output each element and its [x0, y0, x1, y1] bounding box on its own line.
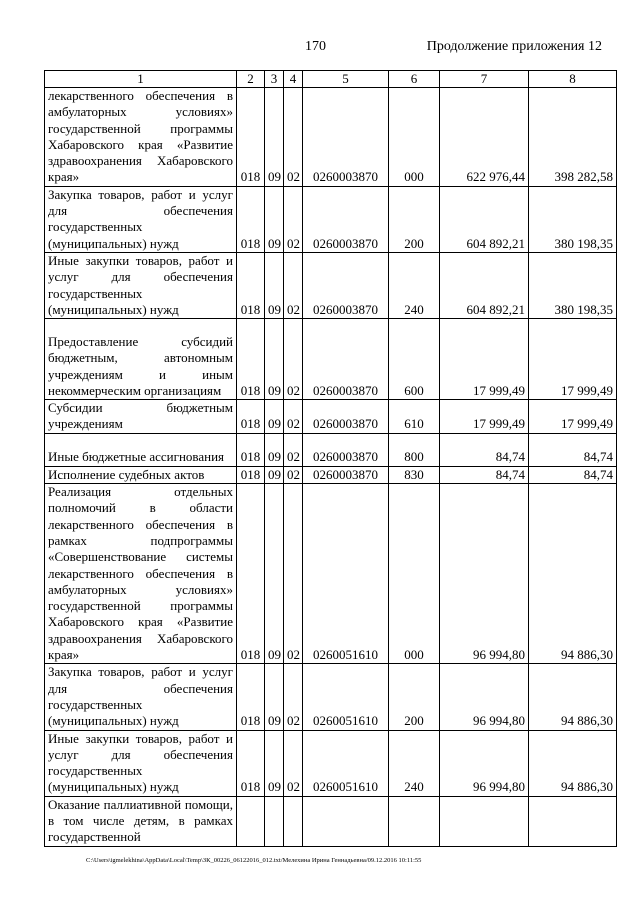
expense-type-code: 830	[389, 466, 440, 483]
executed-amount: 17 999,49	[529, 400, 617, 434]
expense-name: Предоставление субсидий бюджетным, автономным учреждениям и иным некоммерческим организациям	[45, 319, 237, 400]
ministry-code: 018	[237, 466, 265, 483]
target-article-code: 0260051610	[303, 484, 389, 664]
subsection-code: 02	[284, 664, 303, 730]
subsection-code	[284, 796, 303, 846]
expense-type-code: 800	[389, 433, 440, 466]
budget-table	[44, 70, 617, 847]
file-path-footer: C:\Users\igmelekhina\AppData\Local\Temp\ЗК_00226_06122016_012.txt/Мелехина Ирина Геннадьевна/09.12.2016 10:11:55	[86, 857, 422, 864]
executed-amount: 84,74	[529, 466, 617, 483]
target-article-code	[303, 796, 389, 846]
section-code: 09	[265, 730, 284, 796]
subsection-code: 02	[284, 484, 303, 664]
subsection-code: 02	[284, 186, 303, 252]
target-article-code: 0260003870	[303, 466, 389, 483]
executed-amount: 84,74	[529, 433, 617, 466]
planned-amount: 17 999,49	[440, 400, 529, 434]
executed-amount: 380 198,35	[529, 252, 617, 318]
ministry-code: 018	[237, 319, 265, 400]
table-row	[45, 466, 617, 483]
column-header: 1	[45, 71, 237, 88]
table-row	[45, 186, 617, 252]
target-article-code: 0260003870	[303, 252, 389, 318]
column-header: 4	[284, 71, 303, 88]
table-row	[45, 484, 617, 664]
ministry-code: 018	[237, 433, 265, 466]
expense-type-code: 600	[389, 319, 440, 400]
section-code: 09	[265, 484, 284, 664]
expense-name: Иные закупки товаров, работ и услуг для обеспечения государственных (муниципальных) нужд	[45, 730, 237, 796]
ministry-code: 018	[237, 484, 265, 664]
subsection-code: 02	[284, 466, 303, 483]
target-article-code: 0260003870	[303, 433, 389, 466]
expense-type-code: 200	[389, 664, 440, 730]
planned-amount: 604 892,21	[440, 252, 529, 318]
executed-amount: 398 282,58	[529, 88, 617, 187]
target-article-code: 0260003870	[303, 319, 389, 400]
table-row	[45, 400, 617, 434]
ministry-code: 018	[237, 88, 265, 187]
section-code: 09	[265, 433, 284, 466]
target-article-code: 0260051610	[303, 664, 389, 730]
target-article-code: 0260003870	[303, 186, 389, 252]
expense-name: лекарственного обеспечения в амбулаторных условиях» государственной программы Хабаровского края «Развитие здравоохранения Хабаровского края»	[45, 88, 237, 187]
executed-amount: 94 886,30	[529, 484, 617, 664]
column-header: 3	[265, 71, 284, 88]
planned-amount: 17 999,49	[440, 319, 529, 400]
expense-type-code	[389, 796, 440, 846]
column-number-row	[45, 71, 617, 88]
section-code: 09	[265, 664, 284, 730]
planned-amount: 604 892,21	[440, 186, 529, 252]
ministry-code	[237, 796, 265, 846]
planned-amount: 96 994,80	[440, 664, 529, 730]
section-code	[265, 796, 284, 846]
expense-name: Исполнение судебных актов	[45, 466, 237, 483]
executed-amount: 380 198,35	[529, 186, 617, 252]
ministry-code: 018	[237, 186, 265, 252]
column-header: 7	[440, 71, 529, 88]
expense-name: Иные бюджетные ассигнования	[45, 433, 237, 466]
executed-amount: 94 886,30	[529, 664, 617, 730]
column-header: 8	[529, 71, 617, 88]
expense-name: Субсидии бюджетным учреждениям	[45, 400, 237, 434]
column-header: 6	[389, 71, 440, 88]
table-row	[45, 664, 617, 730]
planned-amount: 622 976,44	[440, 88, 529, 187]
table-row	[45, 252, 617, 318]
expense-type-code: 240	[389, 252, 440, 318]
table-row	[45, 433, 617, 466]
expense-name: Оказание паллиативной помощи, в том числе детям, в рамках государственной	[45, 796, 237, 846]
executed-amount	[529, 796, 617, 846]
subsection-code: 02	[284, 433, 303, 466]
section-code: 09	[265, 186, 284, 252]
planned-amount: 84,74	[440, 433, 529, 466]
column-header: 2	[237, 71, 265, 88]
expense-type-code: 610	[389, 400, 440, 434]
target-article-code: 0260003870	[303, 400, 389, 434]
expense-type-code: 000	[389, 484, 440, 664]
target-article-code: 0260003870	[303, 88, 389, 187]
expense-name: Реализация отдельных полномочий в области лекарственного обеспечения в рамках подпрограммы «Совершенствование системы лекарственного обеспечения в амбулаторных условиях» государственной программы Хабаровского края «Развитие здравоохранения Хабаровского края»	[45, 484, 237, 664]
section-code: 09	[265, 466, 284, 483]
table-row	[45, 88, 617, 187]
ministry-code: 018	[237, 252, 265, 318]
planned-amount: 84,74	[440, 466, 529, 483]
appendix-caption: Продолжение приложения 12	[426, 39, 602, 54]
table-row	[45, 319, 617, 400]
section-code: 09	[265, 400, 284, 434]
section-code: 09	[265, 88, 284, 187]
expense-type-code: 200	[389, 186, 440, 252]
subsection-code: 02	[284, 88, 303, 187]
table-row	[45, 796, 617, 846]
subsection-code: 02	[284, 400, 303, 434]
ministry-code: 018	[237, 400, 265, 434]
planned-amount	[440, 796, 529, 846]
expense-name: Закупка товаров, работ и услуг для обеспечения государственных (муниципальных) нужд	[45, 186, 237, 252]
executed-amount: 94 886,30	[529, 730, 617, 796]
expense-name: Закупка товаров, работ и услуг для обеспечения государственных (муниципальных) нужд	[45, 664, 237, 730]
subsection-code: 02	[284, 730, 303, 796]
subsection-code: 02	[284, 252, 303, 318]
expense-type-code: 000	[389, 88, 440, 187]
ministry-code: 018	[237, 730, 265, 796]
subsection-code: 02	[284, 319, 303, 400]
ministry-code: 018	[237, 664, 265, 730]
target-article-code: 0260051610	[303, 730, 389, 796]
page-number: 170	[305, 39, 326, 54]
column-header: 5	[303, 71, 389, 88]
expense-type-code: 240	[389, 730, 440, 796]
table-row	[45, 730, 617, 796]
section-code: 09	[265, 252, 284, 318]
planned-amount: 96 994,80	[440, 730, 529, 796]
executed-amount: 17 999,49	[529, 319, 617, 400]
expense-name: Иные закупки товаров, работ и услуг для обеспечения государственных (муниципальных) нужд	[45, 252, 237, 318]
table-body	[45, 88, 617, 847]
section-code: 09	[265, 319, 284, 400]
planned-amount: 96 994,80	[440, 484, 529, 664]
